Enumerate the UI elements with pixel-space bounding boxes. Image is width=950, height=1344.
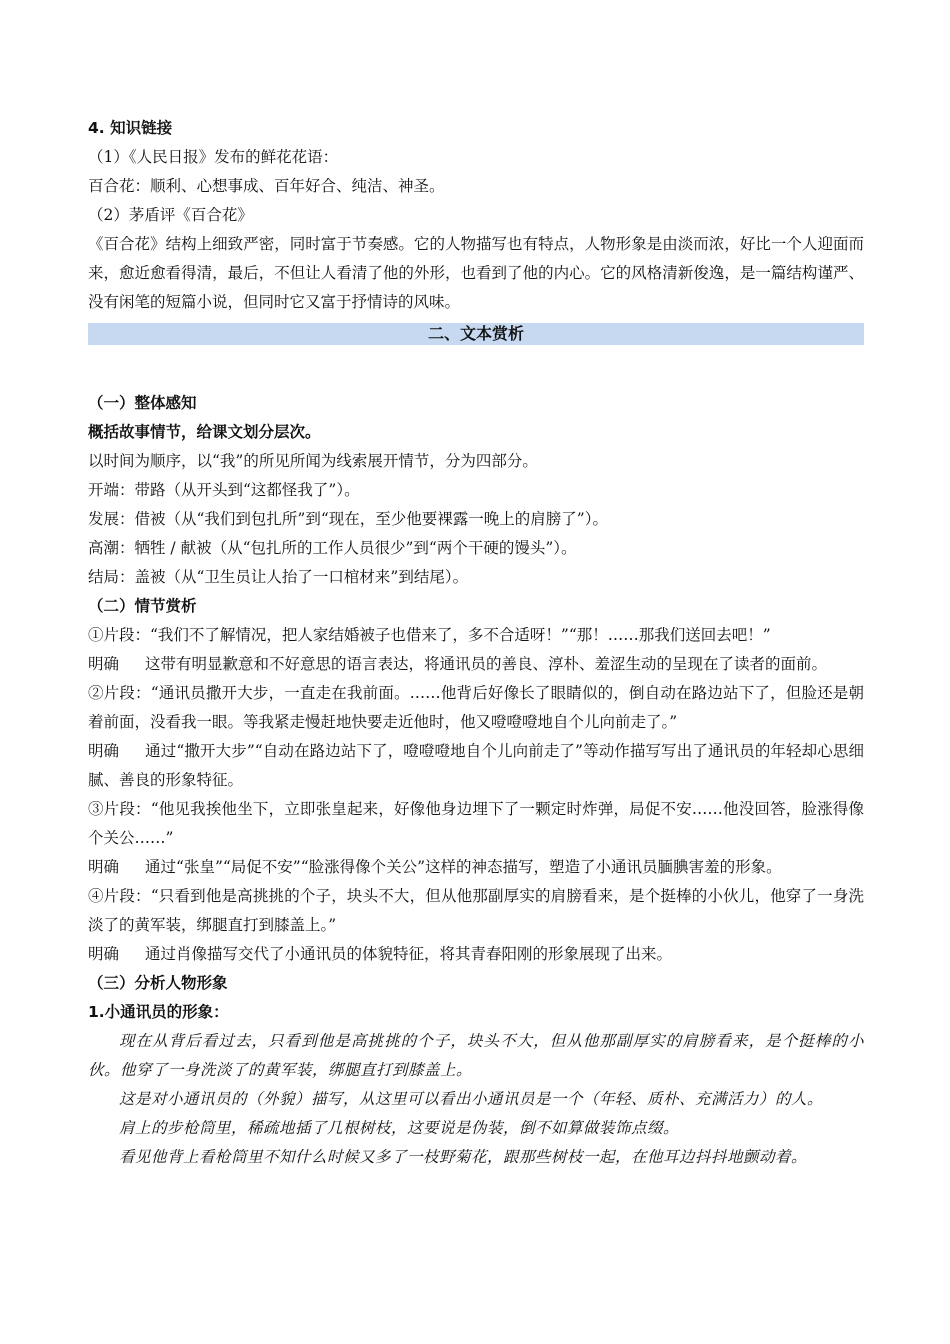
character-paragraph: 肩上的步枪筒里，稀疏地插了几根树枝，这要说是伪装，倒不如算做装饰点缀。 [119, 1119, 680, 1137]
answer-label: 明确 [88, 858, 120, 876]
fragment-1: ①片段：“我们不了解情况，把人家结婚被子也借来了，多不合适呀！”“那！……那我们送回去吧！” [88, 626, 771, 644]
character-paragraph: 现在从背后看过去，只看到他是高挑挑的个子，块头不大，但从他那副厚实的肩膀看来，是个挺棒的小伙。他穿了一身洗淡了的黄军装，绑腿直打到膝盖上。 [88, 1032, 864, 1079]
character-excerpts [88, 1027, 864, 1172]
character-paragraph: 这是对小通讯员的（外貌）描写，从这里可以看出小通讯员是一个（年轻、质朴、充满活力）的人。 [119, 1090, 824, 1108]
answer-text: 通过“张皇”“局促不安”“脸涨得像个关公”这样的神态描写，塑造了小通讯员腼腆害羞的形象。 [145, 858, 782, 876]
answer-2 [88, 737, 864, 795]
answer-label: 明确 [88, 742, 120, 760]
document-page [88, 114, 864, 1172]
overview-intro: 以时间为顺序，以“我”的所见所闻为线索展开情节，分为四部分。 [88, 452, 538, 470]
fragment-3: ③片段：“他见我挨他坐下，立即张皇起来，好像他身边埋下了一颗定时炸弹，局促不安……他没回答，脸涨得像个关公……” [88, 800, 864, 847]
overview-heading: （一）整体感知 [88, 394, 197, 412]
character-paragraph: 看见他背上看枪筒里不知什么时候又多了一枝野菊花，跟那些树枝一起，在他耳边抖抖地颤动着。 [119, 1148, 808, 1166]
knowledge-sub2: （2）茅盾评《百合花》 [88, 206, 253, 224]
fragment-4: ④片段：“只看到他是高挑挑的个子，块头不大，但从他那副厚实的肩膀看来，是个挺棒的小伙儿，他穿了一身洗淡了的黄军装，绑腿直打到膝盖上。” [88, 887, 864, 934]
answer-text: 通过“撒开大步”“自动在路边站下了，噔噔噔地自个儿向前走了”等动作描写写出了通讯员的年轻却心思细腻、善良的形象特征。 [88, 742, 864, 789]
answer-text: 通过肖像描写交代了小通讯员的体貌特征，将其青春阳刚的形象展现了出来。 [145, 945, 673, 963]
plot-heading: （二）情节赏析 [88, 597, 197, 615]
fragment-2: ②片段：“通讯员撒开大步，一直走在我前面。……他背后好像长了眼睛似的，倒自动在路边站下了，但脸还是朝着前面，没看我一眼。等我紧走慢赶地快要走近他时，他又噔噔噔地自个儿向前走了。” [88, 684, 864, 731]
knowledge-heading: 4. 知识链接 [88, 119, 173, 137]
answer-4 [88, 940, 864, 969]
overview-task: 概括故事情节，给课文划分层次。 [88, 423, 321, 441]
knowledge-sub1: （1）《人民日报》发布的鲜花花语： [88, 148, 339, 166]
plot-part-opening: 开端：带路（从开头到“这都怪我了”）。 [88, 481, 360, 499]
answer-text: 这带有明显歉意和不好意思的语言表达，将通讯员的善良、淳朴、羞涩生动的呈现在了读者的面前。 [145, 655, 828, 673]
answer-1 [88, 650, 864, 679]
character-heading: （三）分析人物形象 [88, 974, 228, 992]
lily-meaning: 百合花：顺利、心想事成、百年好合、纯洁、神圣。 [88, 177, 445, 195]
maodun-review: 《百合花》结构上细致严密，同时富于节奏感。它的人物描写也有特点，人物形象是由淡而浓，好比一个人迎面而来，愈近愈看得清，最后，不但让人看清了他的外形，也看到了他的内心。它的风格清新俊逸，是一篇结构谨严、没有闲笔的短篇小说，但同时它又富于抒情诗的风味。 [88, 235, 864, 311]
answer-label: 明确 [88, 655, 120, 673]
answer-label: 明确 [88, 945, 120, 963]
plot-part-development: 发展：借被（从“我们到包扎所”到“现在，至少他要裸露一晚上的肩膀了”）。 [88, 510, 608, 528]
character-sub: 1.小通讯员的形象： [88, 1003, 229, 1021]
answer-3 [88, 853, 864, 882]
plot-part-ending: 结局：盖被（从“卫生员让人抬了一口棺材来”到结尾）。 [88, 568, 469, 586]
plot-part-climax: 高潮：牺牲 / 献被（从“包扎所的工作人员很少”到“两个干硬的馒头”）。 [88, 539, 577, 557]
section-banner: 二、文本赏析 [88, 323, 864, 345]
